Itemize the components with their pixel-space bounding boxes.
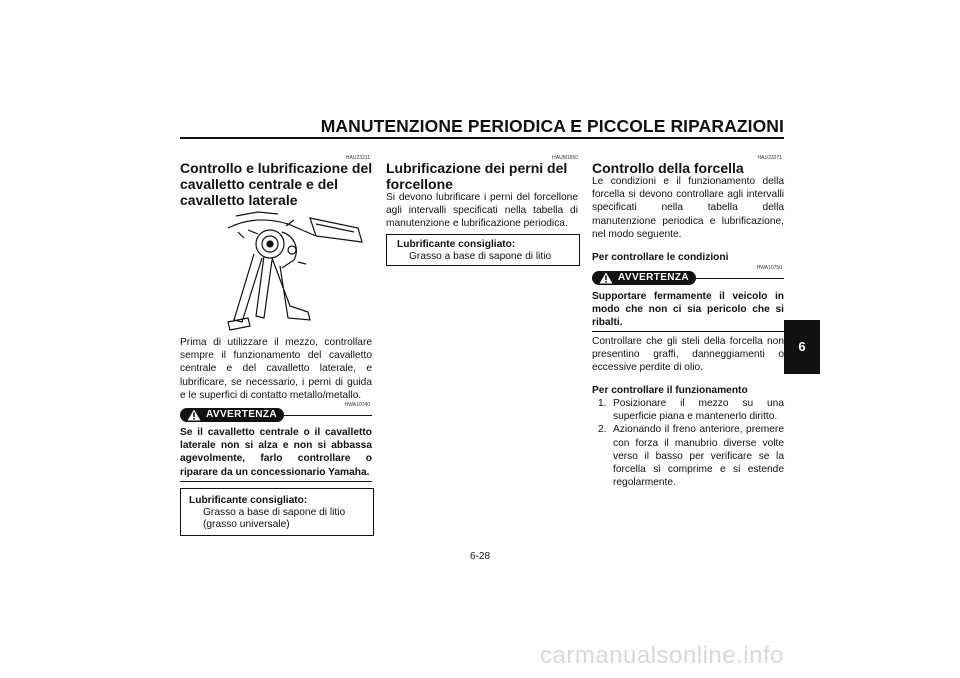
lubricant-box-line2: (grasso universale)	[203, 519, 290, 530]
section-code: HAU23271	[757, 155, 782, 161]
title-rule	[180, 137, 784, 139]
fork-warning-text: Supportare fermamente il veicolo in modo che non ci sia pericolo che si ribalti.	[592, 291, 784, 329]
fork-paragraph-2: Controllare che gli steli della forcella non presentino graffi, danneggiamenti o eccessive perdite di olio.	[592, 336, 784, 374]
stands-warning-text: Se il cavalletto centrale o il cavalletto laterale non si alza e non si abbassa agevolmente, farlo controllare o riparare da un concessionario Yamaha.	[180, 427, 372, 478]
warning-label: AVVERTENZA	[206, 409, 278, 420]
warning-end-rule	[180, 481, 372, 482]
stand-illustration	[198, 210, 370, 332]
warning-header	[592, 271, 784, 285]
page-title: MANUTENZIONE PERIODICA E PICCOLE RIPARAZIONI	[320, 116, 784, 136]
lubricant-box	[386, 234, 580, 266]
fork-paragraph: Le condizioni e il funzionamento della forcella si devono controllare agli intervalli specificati nella tabella della manutenzione periodica e lubrificazione, nel modo seguente.	[592, 176, 784, 240]
section-heading-fork: Controllo della forcella	[592, 160, 744, 176]
section-heading-stands: Controllo e lubrificazione del cavalletto centrale e del cavalletto laterale	[180, 160, 373, 208]
step-number: 1.	[598, 398, 607, 409]
list-item	[592, 397, 784, 423]
section-code: HAU23211	[345, 155, 370, 161]
lubricant-box-title: Lubrificante consigliato:	[397, 239, 516, 250]
section-heading-swingarm: Lubrificazione dei perni del forcellone	[386, 160, 568, 192]
lubricant-box	[180, 488, 374, 536]
warning-badge	[180, 408, 284, 422]
list-item	[592, 423, 784, 489]
chapter-tab: 6	[784, 320, 820, 374]
warning-badge	[592, 271, 696, 285]
warning-header	[180, 408, 372, 422]
lubricant-box-line1: Grasso a base di sapone di litio	[409, 251, 552, 262]
page-number: 6-28	[469, 551, 490, 562]
step-text: Azionando il freno anteriore, premere con forza il manubrio diverse volte verso il basso per verificare se la forcella si comprime e si estende regolarmente.	[613, 424, 784, 489]
lubricant-box-line1: Grasso a base di sapone di litio	[203, 507, 346, 518]
lubricant-box-title: Lubrificante consigliato:	[189, 495, 308, 506]
fork-subheading-condition: Per controllare le condizioni	[592, 252, 729, 263]
swingarm-paragraph: Si devono lubrificare i perni del forcellone agli intervalli specificati nella tabella di manutenzione e lubrificazione periodica.	[386, 192, 578, 230]
warning-code: HWA10750	[756, 265, 782, 271]
fork-subheading-function: Per controllare il funzionamento	[592, 385, 748, 396]
step-text: Posizionare il mezzo su una superficie piana e mantenerlo diritto.	[613, 398, 784, 423]
warning-code: HWA10740	[344, 402, 370, 408]
warning-end-rule	[592, 331, 784, 332]
warning-label: AVVERTENZA	[618, 272, 690, 283]
step-number: 2.	[598, 424, 607, 436]
warning-triangle-icon	[187, 409, 201, 421]
warning-triangle-icon	[599, 272, 613, 284]
section-code: HAUM1650	[552, 155, 578, 161]
watermark: carmanualsonline.info	[540, 642, 784, 669]
fork-steps-list	[592, 397, 784, 489]
stands-paragraph: Prima di utilizzare il mezzo, controllare sempre il funzionamento del cavalletto centrale e del cavalletto laterale, e lubrificare, se necessario, i perni di guida e le superfici di contatto metallo/metallo.	[180, 337, 372, 401]
